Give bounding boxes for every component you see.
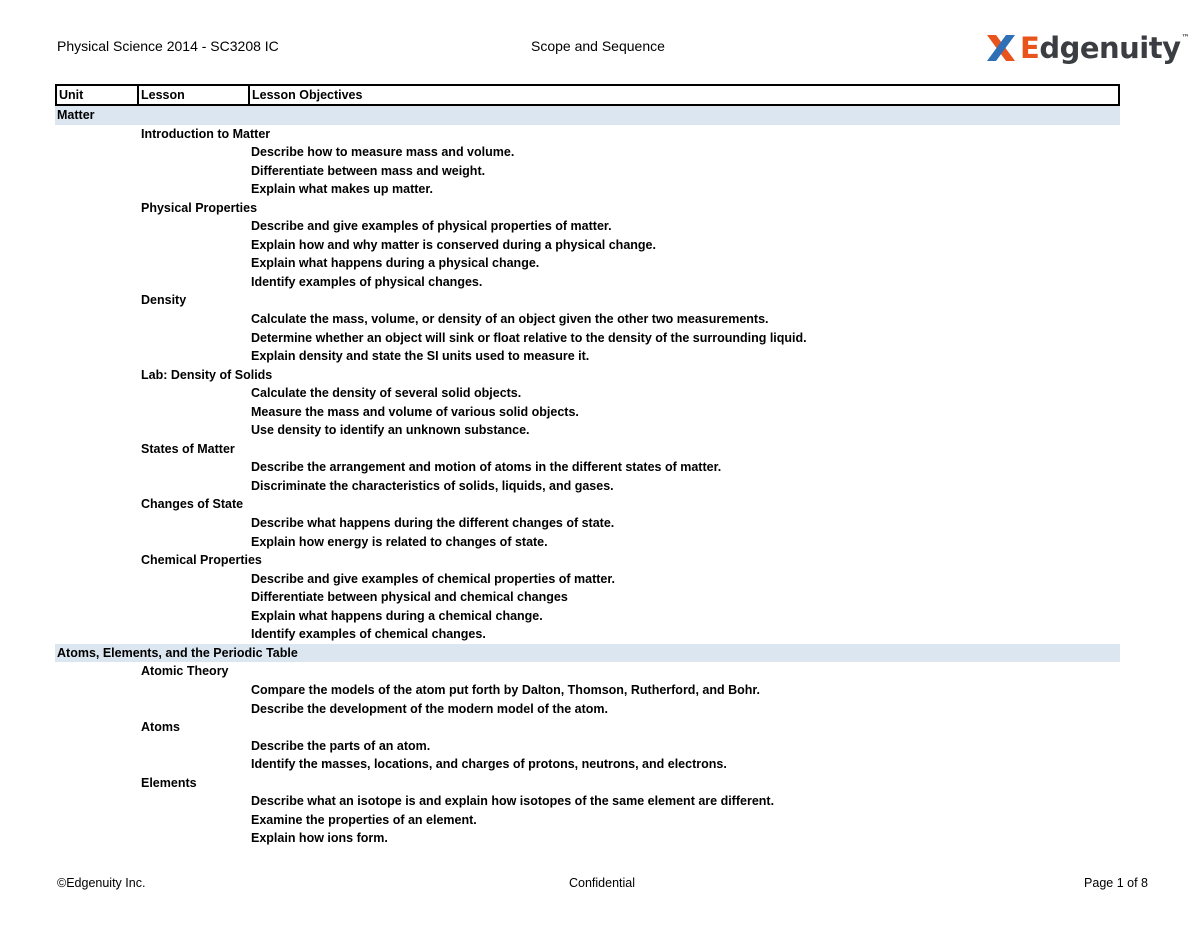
- table-header: [55, 84, 1120, 106]
- footer-confidential: Confidential: [569, 876, 636, 890]
- objective-row: Calculate the density of several solid objects.: [251, 386, 522, 401]
- objective-row: Describe the parts of an atom.: [251, 738, 431, 753]
- logo-wordmark: Edgenuity™: [1020, 30, 1189, 65]
- objective-row: Identify examples of chemical changes.: [251, 627, 486, 642]
- lesson-row: Atoms: [141, 720, 180, 735]
- edgenuity-logo: [985, 28, 1189, 68]
- lesson-row: Lab: Density of Solids: [141, 367, 273, 382]
- objective-row: Use density to identify an unknown substance.: [251, 423, 530, 438]
- scope-sequence-table: [55, 84, 1120, 848]
- objective-row: Describe the development of the modern model of the atom.: [251, 701, 608, 716]
- column-header-lesson: Lesson: [139, 86, 250, 104]
- objective-row: Determine whether an object will sink or float relative to the density of the surrounding liquid.: [251, 330, 807, 345]
- column-header-objectives: Lesson Objectives: [252, 88, 363, 102]
- objective-row: Explain how ions form.: [251, 831, 388, 846]
- objective-row: Compare the models of the atom put forth by Dalton, Thomson, Rutherford, and Bohr.: [251, 682, 761, 697]
- table-body: [55, 106, 1120, 848]
- lesson-row: Changes of State: [141, 497, 244, 512]
- objective-row: Explain what makes up matter.: [251, 182, 434, 197]
- objective-row: Examine the properties of an element.: [251, 812, 477, 827]
- objective-row: Explain how and why matter is conserved during a physical change.: [251, 237, 656, 252]
- footer-copyright: ©Edgenuity Inc.: [57, 876, 146, 890]
- lesson-row: Introduction to Matter: [141, 126, 271, 141]
- objective-row: Describe what happens during the different changes of state.: [251, 516, 615, 531]
- lesson-row: Chemical Properties: [141, 553, 262, 568]
- unit-row: Atoms, Elements, and the Periodic Table: [55, 644, 1120, 663]
- footer-page-number: Page 1 of 8: [1084, 876, 1148, 890]
- header-doc-title: Scope and Sequence: [531, 38, 665, 54]
- objective-row: Identify examples of physical changes.: [251, 274, 483, 289]
- objective-row: Explain what happens during a chemical change.: [251, 608, 543, 623]
- column-header-unit: Unit: [57, 86, 139, 104]
- x-mark-icon: [985, 33, 1017, 63]
- objective-row: Discriminate the characteristics of solids, liquids, and gases.: [251, 478, 614, 493]
- objective-row: Describe the arrangement and motion of atoms in the different states of matter.: [251, 460, 722, 475]
- objective-row: Explain density and state the SI units used to measure it.: [251, 349, 590, 364]
- lesson-row: Atomic Theory: [141, 664, 229, 679]
- objective-row: Identify the masses, locations, and charges of protons, neutrons, and electrons.: [251, 757, 727, 772]
- unit-row: Matter: [55, 106, 1120, 125]
- objective-row: Describe and give examples of physical properties of matter.: [251, 219, 612, 234]
- header-course-title: Physical Science 2014 - SC3208 IC: [57, 38, 279, 54]
- lesson-row: States of Matter: [141, 441, 235, 456]
- objective-row: Calculate the mass, volume, or density of an object given the other two measurements.: [251, 312, 769, 327]
- objective-row: Describe what an isotope is and explain how isotopes of the same element are different.: [251, 794, 775, 809]
- objective-row: Differentiate between physical and chemical changes: [251, 590, 568, 605]
- objective-row: Differentiate between mass and weight.: [251, 163, 486, 178]
- lesson-row: Elements: [141, 775, 197, 790]
- objective-row: Describe how to measure mass and volume.: [251, 145, 515, 160]
- objective-row: Explain how energy is related to changes of state.: [251, 534, 548, 549]
- lesson-row: Density: [141, 293, 187, 308]
- objective-row: Measure the mass and volume of various solid objects.: [251, 404, 579, 419]
- objective-row: Describe and give examples of chemical properties of matter.: [251, 571, 616, 586]
- objective-row: Explain what happens during a physical change.: [251, 256, 540, 271]
- lesson-row: Physical Properties: [141, 200, 258, 215]
